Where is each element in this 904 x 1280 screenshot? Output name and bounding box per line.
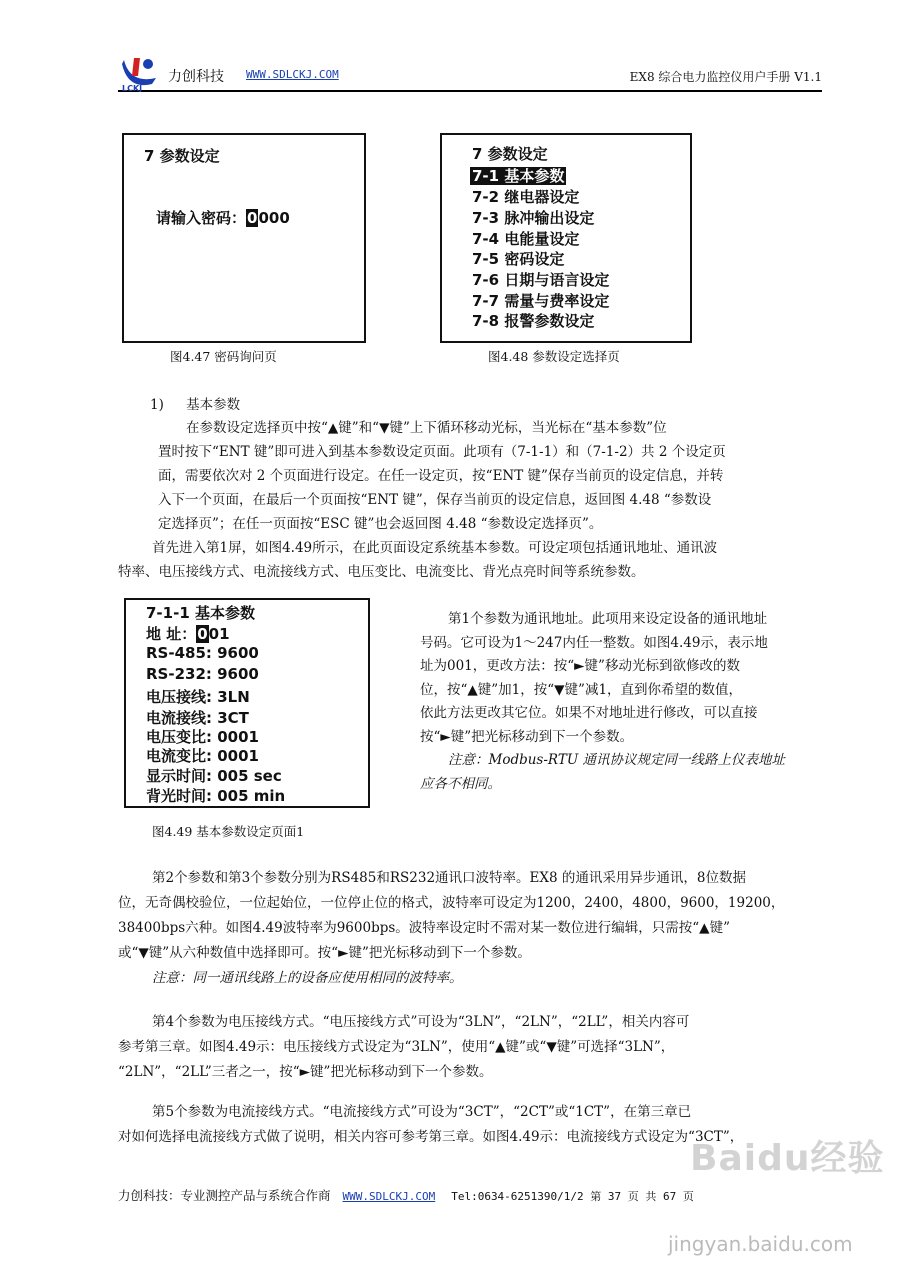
- current-wiring-row[interactable]: 电流接线: 3CT: [146, 709, 249, 727]
- menu-item-relay[interactable]: 7-2 继电器设定: [472, 188, 580, 206]
- company-logo-icon: [118, 54, 164, 92]
- current-ratio-row[interactable]: 电流变比: 0001: [146, 747, 259, 765]
- header-website-link[interactable]: WWW.SDLCKJ.COM: [246, 68, 339, 81]
- rs485-row[interactable]: RS-485: 9600: [146, 644, 259, 662]
- menu-title: 7 参数设定: [472, 145, 548, 163]
- paragraph-baud-rate: 第2个参数和第3个参数分别为RS485和RS232通讯口波特率。EX8 的通讯采用异步通讯，8位数据 位，无奇偶校验位，一位起始位，一位停止位的格式，波特率可设定为1200，2400，4800，9600，19200， 38400bps六种。如图4.49波特率为9600bps。波特率设定时不需对某一数位进行编辑，只需按“▲键” 或“▼键”从六种数值中选择即可。按“►键”把光标移动到下一个参数。 注意：同一通讯线路上的设备应使用相同的波特率。: [118, 866, 828, 991]
- address-description: 第1个参数为通讯地址。此项用来设定设备的通讯地址 号码。它可设为1～247内任一整数。如图4.49示，表示地 址为001，更改方法：按“►键”移动光标到欲修改的数 位，按“▲键”加1，按“▼键”减1，直到你希望的数值， 依此方法更改其它位。如果不对地址进行修改，可以直接 按“►键”把光标移动到下一个参数。 注意：Modbus-RTU 通讯协议规定同一线路上仪表地址 应各不相同。: [420, 608, 830, 796]
- menu-item-alarm[interactable]: 7-8 报警参数设定: [472, 312, 595, 330]
- password-prompt-label: 请输入密码：: [156, 209, 247, 227]
- address-row[interactable]: 地 址：001: [146, 625, 230, 643]
- password-digits: 000: [258, 209, 290, 227]
- modbus-note: 注意：Modbus-RTU 通讯协议规定同一线路上仪表地址: [448, 752, 786, 768]
- logo-text: LCKJ: [122, 84, 143, 92]
- display-time-row[interactable]: 显示时间: 005 sec: [146, 767, 282, 785]
- watermark-brand: Baidu经验: [690, 1138, 885, 1179]
- menu-item-password[interactable]: 7-5 密码设定: [472, 250, 565, 268]
- basic-params-screen: [124, 598, 370, 808]
- figure-caption-4-49: 图4.49 基本参数设定页面1: [152, 824, 305, 839]
- company-name: 力创科技: [168, 69, 224, 85]
- address-cursor-digit[interactable]: 0: [197, 625, 208, 643]
- voltage-wiring-row[interactable]: 电压接线: 3LN: [146, 688, 250, 706]
- basic-params-title: 7-1-1 基本参数: [146, 604, 255, 622]
- section-title: 基本参数: [186, 397, 241, 413]
- paragraph-basic-params: 在参数设定选择页中按“▲键”和“▼键”上下循环移动光标，当光标在“基本参数”位 置时按下“ENT 键”即可进入到基本参数设定页面。此项有（7-1-1）和（7-1-2）共 2 个设定页 面，需要依次对 2 个页面进行设定。在任一设定页，按“ENT 键”保存当前页的设定信息，并转 入下一个页面，在最后一个页面按“ENT 键”，保存当前页的设定信息，返回图 4.48 “参数设 定选择页”；在任一页面按“ESC 键”也会返回图 4.48 “参数设定选择页”。: [158, 420, 726, 532]
- paragraph-voltage-wiring: 第4个参数为电压接线方式。“电压接线方式”可设为“3LN”，“2LN”，“2LL”，相关内容可 参考第三章。如图4.49示：电压接线方式设定为“3LN”，使用“▲键”或“▼键”可选择“3LN”， “2LN”，“2LL”三者之一，按“►键”把光标移动到下一个参数。: [118, 1014, 690, 1080]
- figure-caption-4-48: 图4.48 参数设定选择页: [488, 349, 620, 364]
- voltage-ratio-row[interactable]: 电压变比: 0001: [146, 728, 259, 746]
- footer-website-link[interactable]: WWW.SDLCKJ.COM: [342, 1190, 436, 1203]
- password-cursor-digit[interactable]: 0: [247, 209, 258, 227]
- section-number: 1): [150, 397, 164, 413]
- menu-item-energy[interactable]: 7-4 电能量设定: [472, 230, 580, 248]
- page-header: [118, 60, 822, 92]
- backlight-time-row[interactable]: 背光时间: 005 min: [146, 787, 286, 805]
- manual-title: EX8 综合电力监控仪用户手册 V1.1: [629, 70, 822, 84]
- password-screen-title: 7 参数设定: [144, 147, 220, 165]
- password-prompt: [156, 207, 290, 228]
- watermark-url: jingyan.baidu.com: [668, 1232, 853, 1256]
- page-footer: [118, 1186, 694, 1204]
- section-heading: [150, 393, 240, 417]
- rs232-row[interactable]: RS-232: 9600: [146, 665, 259, 683]
- paragraph-first-screen: 首先进入第1屏，如图4.49所示，在此页面设定系统基本参数。可设定项包括通讯地址、通讯波 特率、电压接线方式、电流接线方式、电压变比、电流变比、背光点亮时间等系统参数。: [118, 540, 718, 580]
- menu-item-date-language[interactable]: 7-6 日期与语言设定: [472, 271, 610, 289]
- baud-rate-note: 注意：同一通讯线路上的设备应使用相同的波特率。: [152, 970, 463, 986]
- footer-tel-pages: Tel:0634-6251390/1/2 第 37 页 共 67 页: [451, 1190, 694, 1203]
- menu-item-demand-rate[interactable]: 7-7 需量与费率设定: [472, 292, 610, 310]
- footer-slogan: 力创科技：专业测控产品与系统合作商: [118, 1188, 331, 1203]
- paragraph-current-wiring: 第5个参数为电流接线方式。“电流接线方式”可设为“3CT”，“2CT”或“1CT”，在第三章已 对如何选择电流接线方式做了说明，相关内容可参考第三章。如图4.49示：电流接线方式设定为“3CT”，: [118, 1104, 744, 1145]
- menu-item-basic-params[interactable]: 7-1 基本参数: [472, 167, 565, 185]
- password-screen: [122, 133, 366, 343]
- menu-item-pulse-output[interactable]: 7-3 脉冲输出设定: [472, 209, 595, 227]
- figure-caption-4-47: 图4.47 密码询问页: [170, 349, 277, 364]
- parameter-menu-screen: [440, 133, 692, 343]
